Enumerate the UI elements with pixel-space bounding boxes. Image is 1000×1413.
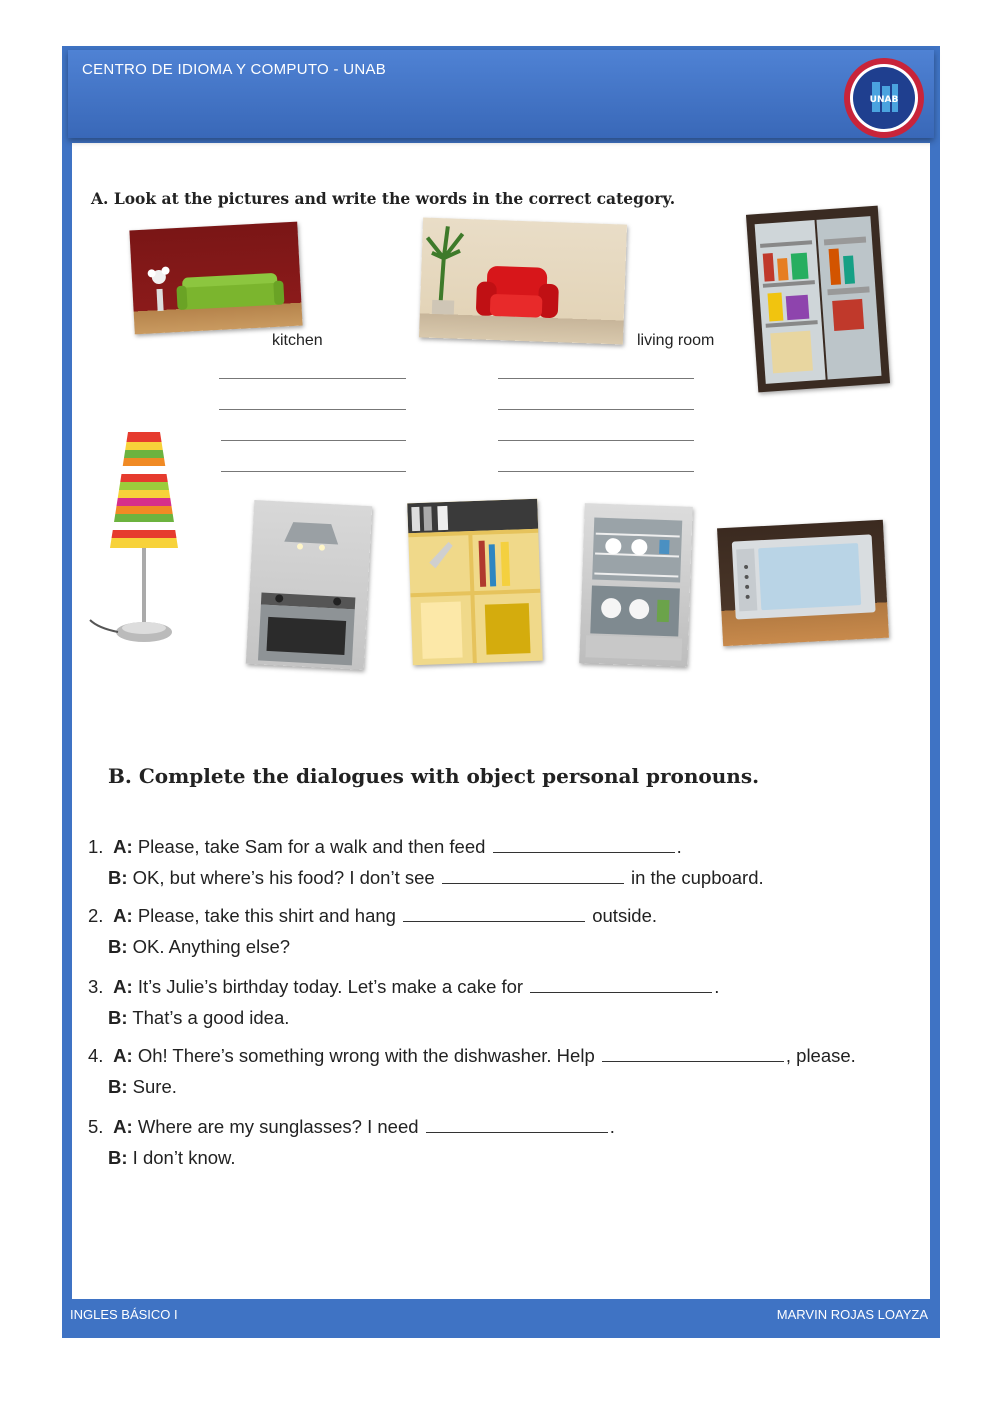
speaker-b-label: B: bbox=[108, 1147, 128, 1168]
dialogue-4-line-b bbox=[108, 1076, 177, 1098]
dialogue-text: That’s a good idea. bbox=[132, 1007, 290, 1028]
dialogue-text: , please. bbox=[785, 1045, 856, 1066]
dialogue-text: in the cupboard. bbox=[630, 867, 764, 888]
dialogue-text: It’s Julie’s birthday today. Let’s make a cake for bbox=[137, 976, 524, 997]
dialogue-number: 5. bbox=[88, 1116, 104, 1137]
fridge-picture bbox=[746, 206, 890, 393]
living-room-answer-line[interactable] bbox=[498, 471, 694, 472]
section-a-title: A. Look at the pictures and write the words in the correct category. bbox=[91, 189, 676, 208]
dialogue-text: OK, but where’s his food? I don’t see bbox=[132, 867, 435, 888]
dialogue-1-line-b bbox=[108, 867, 764, 889]
speaker-a-label: A: bbox=[113, 1116, 133, 1137]
dialogue-number: 3. bbox=[88, 976, 104, 997]
dialogue-number: 2. bbox=[88, 905, 104, 926]
dialogue-text: . bbox=[714, 976, 720, 997]
speaker-b-label: B: bbox=[108, 1007, 128, 1028]
kitchen-answer-line[interactable] bbox=[219, 378, 406, 379]
speaker-a-label: A: bbox=[113, 976, 133, 997]
dialogue-number: 4. bbox=[88, 1045, 104, 1066]
kitchen-answer-line[interactable] bbox=[221, 440, 406, 441]
dialogue-text: Sure. bbox=[132, 1076, 177, 1097]
dialogue-2-line-b bbox=[108, 936, 290, 958]
section-b-title: B. Complete the dialogues with object personal pronouns. bbox=[108, 764, 760, 788]
footer-course-name: INGLES BÁSICO I bbox=[70, 1307, 178, 1322]
dialogue-1-line-a bbox=[88, 836, 682, 858]
footer-author-name: MARVIN ROJAS LOAYZA bbox=[776, 1307, 928, 1322]
category-label-living-room: living room bbox=[637, 332, 715, 349]
answer-blank[interactable] bbox=[493, 838, 675, 853]
dialogue-3-line-b bbox=[108, 1007, 289, 1029]
dialogue-2-line-a bbox=[88, 905, 657, 927]
dialogue-text: Where are my sunglasses? I need bbox=[137, 1116, 419, 1137]
answer-blank[interactable] bbox=[442, 869, 624, 884]
dialogue-5-line-a bbox=[88, 1116, 615, 1138]
dialogue-5-line-b bbox=[108, 1147, 236, 1169]
answer-blank[interactable] bbox=[530, 978, 712, 993]
answer-blank[interactable] bbox=[426, 1118, 608, 1133]
dialogue-text: . bbox=[676, 836, 682, 857]
living-room-answer-line[interactable] bbox=[498, 440, 694, 441]
speaker-a-label: A: bbox=[113, 1045, 133, 1066]
striped-lamp-picture bbox=[88, 428, 188, 650]
dialogue-4-line-a bbox=[88, 1045, 856, 1067]
speaker-b-label: B: bbox=[108, 936, 128, 957]
answer-blank[interactable] bbox=[403, 907, 585, 922]
bookshelf-picture bbox=[407, 499, 543, 665]
speaker-a-label: A: bbox=[113, 905, 133, 926]
dialogue-text: I don’t know. bbox=[132, 1147, 236, 1168]
dialogue-text: . bbox=[609, 1116, 615, 1137]
unab-logo bbox=[842, 56, 926, 140]
green-sofa-picture bbox=[129, 222, 302, 335]
kitchen-answer-line[interactable] bbox=[221, 471, 406, 472]
speaker-b-label: B: bbox=[108, 867, 128, 888]
dialogue-text: outside. bbox=[592, 905, 658, 926]
svg-text:UNAB: UNAB bbox=[869, 95, 899, 105]
dialogue-3-line-a bbox=[88, 976, 719, 998]
dialogue-number: 1. bbox=[88, 836, 104, 857]
dialogue-text: Please, take this shirt and hang bbox=[137, 905, 396, 926]
dialogue-text: Please, take Sam for a walk and then feed bbox=[137, 836, 486, 857]
dishwasher-picture bbox=[579, 503, 693, 667]
speaker-b-label: B: bbox=[108, 1076, 128, 1097]
microwave-picture bbox=[717, 520, 889, 647]
stove-picture bbox=[246, 500, 372, 670]
speaker-a-label: A: bbox=[113, 836, 133, 857]
answer-blank[interactable] bbox=[602, 1047, 784, 1062]
living-room-answer-line[interactable] bbox=[498, 409, 694, 410]
kitchen-answer-line[interactable] bbox=[219, 409, 406, 410]
header-title: CENTRO DE IDIOMA Y COMPUTO - UNAB bbox=[82, 61, 387, 78]
living-room-answer-line[interactable] bbox=[498, 378, 694, 379]
dialogue-text: OK. Anything else? bbox=[132, 936, 291, 957]
red-armchair-picture bbox=[419, 217, 627, 344]
dialogue-text: Oh! There’s something wrong with the dishwasher. Help bbox=[137, 1045, 595, 1066]
category-label-kitchen: kitchen bbox=[272, 332, 323, 349]
